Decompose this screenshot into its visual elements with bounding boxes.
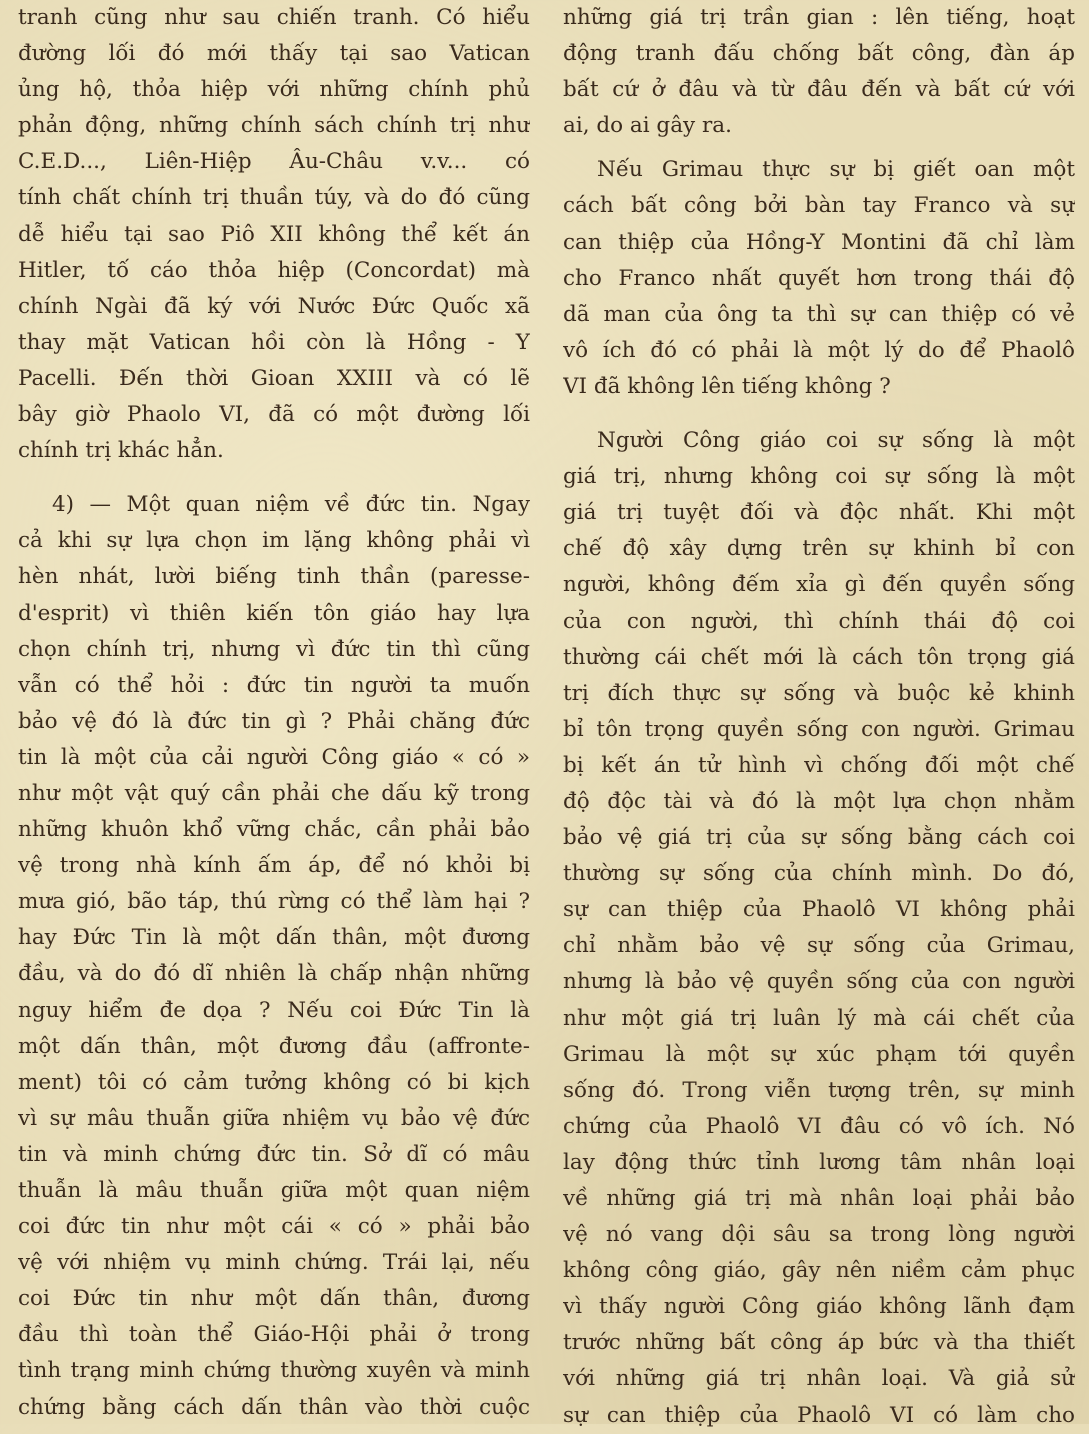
text-line: cả khi sự lựa chọn im lặng không phải vì	[18, 528, 530, 554]
text-line: VI đã không lên tiếng không ?	[563, 373, 891, 399]
text-line: hèn nhát, lười biếng tinh thần (paresse-	[18, 564, 530, 590]
text-line: tính chất chính trị thuần túy, và do đó cũng	[18, 185, 530, 211]
paragraph-gap	[563, 144, 1075, 152]
text-line: chứng bằng cách dấn thân vào thời cuộc	[18, 1394, 530, 1420]
text-line: trị đích thực sự sống và buộc kẻ khinh	[563, 680, 1075, 706]
text-line: những khuôn khổ vững chắc, cần phải bảo	[18, 817, 530, 843]
text-line: can thiệp của Hồng-Y Montini đã chỉ làm	[563, 229, 1075, 255]
text-line: ủng hộ, thỏa hiệp với những chính phủ	[18, 77, 530, 103]
text-line: Nếu Grimau thực sự bị giết oan một	[597, 157, 1075, 183]
text-line: chỉ nhằm bảo vệ sự sống của Grimau,	[563, 933, 1075, 959]
text-line: bảo vệ đó là đức tin gì ? Phải chăng đức	[18, 708, 530, 734]
text-line: không công giáo, gây nên niềm cảm phục	[563, 1258, 1075, 1284]
text-line: bất cứ ở đâu và từ đâu đến và bất cứ với	[563, 77, 1075, 103]
text-line: về những giá trị mà nhân loại phải bảo	[563, 1186, 1075, 1211]
text-line: bị kết án tử hình vì chống đối một chế	[563, 752, 1075, 778]
text-line: sự can thiệp của Phaolô VI không phải	[563, 897, 1075, 923]
text-line: của con người, thì chính thái độ coi	[563, 608, 1075, 634]
text-line: bảo vệ giá trị của sự sống bằng cách coi	[563, 825, 1075, 851]
text-line: cách bất công bởi bàn tay Franco và sự	[563, 193, 1075, 219]
text-line: bây giờ Phaolo VI, đã có một đường lối	[18, 402, 530, 428]
text-line: tin và minh chứng đức tin. Sở dĩ có mâu	[18, 1141, 530, 1167]
text-line: chọn chính trị, nhưng vì đức tin thì cũng	[18, 636, 530, 662]
text-line: vệ trong nhà kính ấm áp, để nó khỏi bị	[18, 853, 530, 879]
text-line: chứng của Phaolô VI đâu có vô ích. Nó	[563, 1113, 1075, 1139]
text-line: lay động thức tỉnh lương tâm nhân loại	[563, 1149, 1075, 1175]
paragraph-gap	[18, 469, 530, 487]
text-line: vệ với nhiệm vụ minh chứng. Trái lại, nếu	[18, 1250, 530, 1276]
text-line: Người Công giáo coi sự sống là một	[597, 428, 1075, 454]
text-line: tranh cũng như sau chiến tranh. Có hiểu	[18, 5, 530, 30]
text-line: sống đó. Trong viễn tượng trên, sự minh	[563, 1077, 1075, 1103]
text-line: dễ hiểu tại sao Piô XII không thể kết án	[18, 221, 530, 247]
text-line: thuẫn là mâu thuẫn giữa một quan niệm	[18, 1178, 530, 1203]
text-line: vô ích đó có phải là một lý do để Phaolô	[563, 337, 1075, 363]
text-line: tình trạng minh chứng thường xuyên và minh	[18, 1358, 530, 1384]
text-line: với những giá trị nhân loại. Và giả sử	[563, 1366, 1075, 1392]
text-line: 4) — Một quan niệm về đức tin. Ngay	[52, 492, 530, 518]
text-line: như một giá trị luân lý mà cái chết của	[563, 1005, 1075, 1031]
paragraph-gap	[563, 405, 1075, 423]
text-line: vẫn có thể hỏi : đức tin người ta muốn	[18, 672, 530, 698]
text-line: C.E.D..., Liên-Hiệp Âu-Châu v.v... có	[18, 149, 530, 175]
text-line: nguy hiểm đe dọa ? Nếu coi Đức Tin là	[18, 997, 530, 1023]
text-line: coi Đức tin như một dấn thân, đương	[18, 1286, 530, 1312]
text-line: Hitler, tố cáo thỏa hiệp (Concordat) mà	[18, 257, 530, 283]
text-line: độ độc tài và đó là một lựa chọn nhằm	[563, 788, 1075, 814]
text-line: chính Ngài đã ký với Nước Đức Quốc xã	[18, 293, 530, 319]
text-line: chế độ xây dựng trên sự khinh bỉ con	[563, 536, 1075, 562]
text-line: sự can thiệp của Phaolô VI có làm cho	[563, 1402, 1075, 1428]
text-line: vệ nó vang dội sâu sa trong lòng người	[563, 1222, 1075, 1248]
text-line: vì thấy người Công giáo không lãnh đạm	[563, 1294, 1075, 1320]
text-line: giá trị tuyệt đối và độc nhất. Khi một	[563, 500, 1075, 526]
text-line: tin là một của cải người Công giáo « có »	[18, 744, 530, 770]
text-line: phản động, những chính sách chính trị như	[18, 113, 530, 139]
text-line: Grimau là một sự xúc phạm tới quyền	[563, 1041, 1075, 1067]
text-line: vì sự mâu thuẫn giữa nhiệm vụ bảo vệ đức	[18, 1105, 530, 1131]
text-line: d'esprit) vì thiên kiến tôn giáo hay lựa	[18, 600, 530, 626]
text-line: người, không đếm xỉa gì đến quyền sống	[563, 572, 1075, 598]
text-line: như một vật quý cần phải che dấu kỹ trong	[18, 780, 530, 806]
text-line: một dấn thân, một đương đầu (affronte-	[18, 1033, 530, 1059]
text-line: mưa gió, bão táp, thú rừng có thể làm hại ?	[18, 889, 530, 915]
text-line: dã man của ông ta thì sự can thiệp có vẻ	[563, 301, 1075, 327]
text-line: thường sự sống của chính mình. Do đó,	[563, 861, 1075, 887]
text-line: những giá trị trần gian : lên tiếng, hoạt	[563, 5, 1075, 30]
text-line: cho Franco nhất quyết hơn trong thái độ	[563, 265, 1075, 291]
text-line: trước những bất công áp bức và tha thiết	[563, 1330, 1075, 1356]
text-line: coi đức tin như một cái « có » phải bảo	[18, 1214, 530, 1240]
right-column	[563, 0, 1075, 1434]
text-line: hay Đức Tin là một dấn thân, một đương	[18, 925, 530, 951]
text-line: ment) tôi có cảm tưởng không có bi kịch	[18, 1069, 530, 1095]
text-line: thay mặt Vatican hồi còn là Hồng - Y	[18, 329, 530, 355]
text-line: đầu, và do đó dĩ nhiên là chấp nhận những	[18, 961, 530, 987]
text-line: đầu thì toàn thể Giáo-Hội phải ở trong	[18, 1322, 530, 1348]
text-line: Pacelli. Đến thời Gioan XXIII và có lẽ	[18, 365, 530, 391]
text-line: ai, do ai gây ra.	[563, 113, 732, 139]
text-line: bỉ tôn trọng quyền sống con người. Grimau	[563, 716, 1075, 742]
text-line: thường cái chết mới là cách tôn trọng giá	[563, 644, 1075, 670]
text-line: giá trị, nhưng không coi sự sống là một	[563, 464, 1075, 490]
text-line: chính trị khác hẳn.	[18, 438, 224, 464]
text-line: nhưng là bảo vệ quyền sống của con người	[563, 969, 1075, 995]
text-line: đường lối đó mới thấy tại sao Vatican	[18, 41, 530, 67]
text-line: động tranh đấu chống bất công, đàn áp	[563, 41, 1075, 67]
left-column	[18, 0, 530, 1426]
